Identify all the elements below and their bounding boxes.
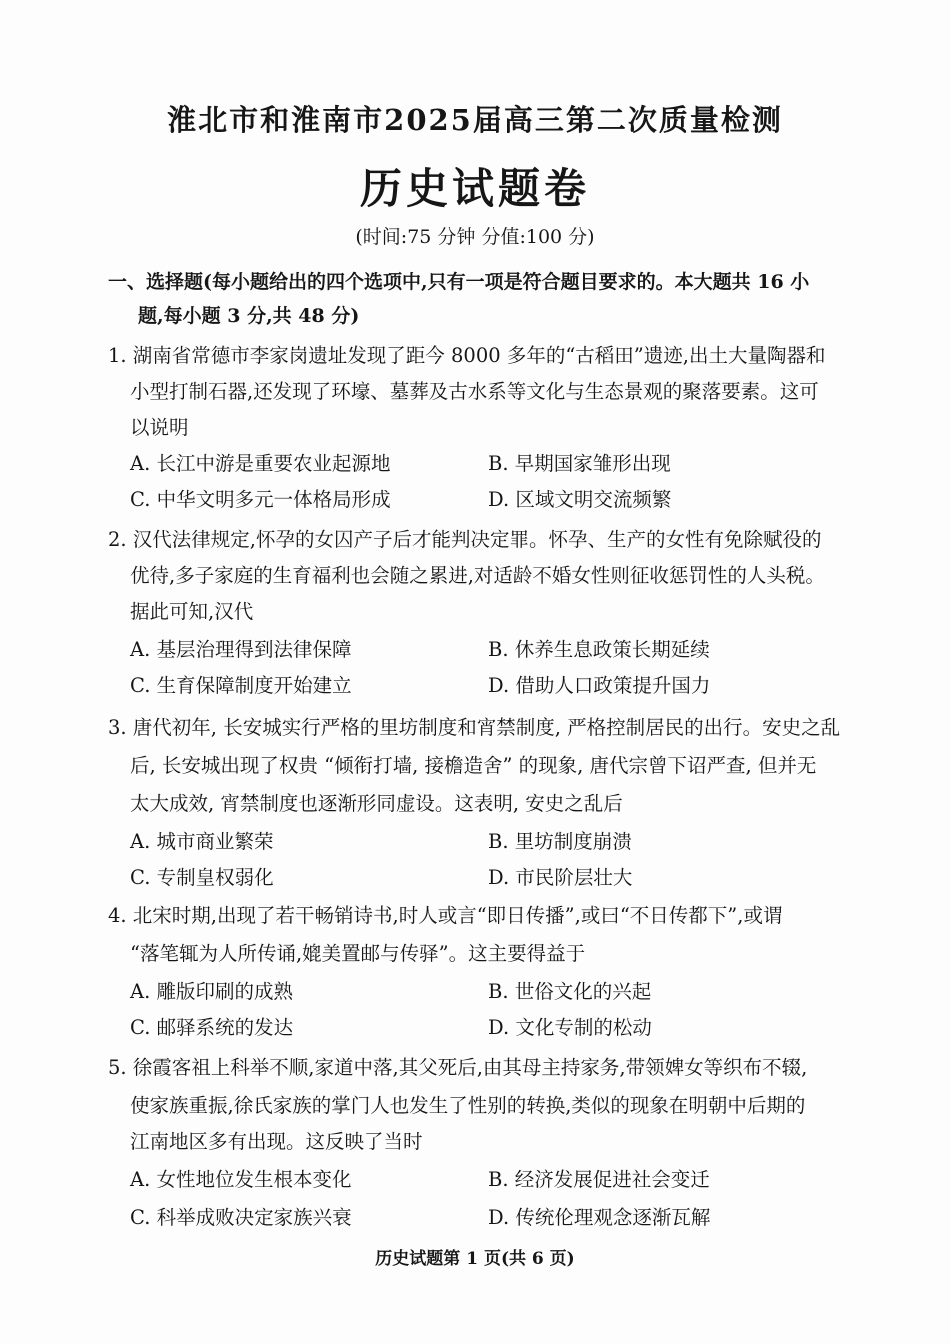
page-title: 历史试题卷 [359,164,590,213]
question-1-stem-line3: 以说明 [130,416,189,439]
question-2-option-d: D. 借助人口政策提升国力 [488,674,711,697]
question-2-stem-line3: 据此可知,汉代 [130,600,254,623]
question-4-stem-line2: “落笔辄为人所传诵,媲美置邮与传驿”。这主要得益于 [130,942,586,965]
question-1-stem-line1: 1. 湖南省常德市李家岗遗址发现了距今 8000 多年的“古稻田”遗迹,出土大量陶器和 [108,344,826,367]
question-3-stem-line2: 后, 长安城出现了权贵 “倾衔打墙, 接檐造舍” 的现象, 唐代宗曾下诏严查, 但并无 [130,754,817,777]
question-3-option-b: B. 里坊制度崩溃 [488,830,632,853]
question-5-option-d: D. 传统伦理观念逐渐瓦解 [488,1206,711,1229]
question-1-option-b: B. 早期国家雏形出现 [488,452,671,475]
question-4-option-a: A. 雕版印刷的成熟 [130,980,293,1003]
question-2-option-c: C. 生育保障制度开始建立 [130,674,352,697]
question-5-stem-line3: 江南地区多有出现。这反映了当时 [130,1130,423,1153]
question-4-stem-line1: 4. 北宋时期,出现了若干畅销诗书,时人或言“即日传播”,或曰“不日传都下”,或谓 [108,904,783,927]
section-instructions-line1: 一、选择题(每小题给出的四个选项中,只有一项是符合题目要求的。本大题共 16 小 [108,271,810,293]
question-5-option-b: B. 经济发展促进社会变迁 [488,1168,710,1191]
section-instructions-line2: 题,每小题 3 分,共 48 分) [138,305,360,327]
question-4-option-c: C. 邮驿系统的发达 [130,1016,294,1039]
question-1-option-a: A. 长江中游是重要农业起源地 [130,452,391,475]
question-2-stem-line1: 2. 汉代法律规定,怀孕的女囚产子后才能判决定罪。怀孕、生产的女性有免除赋役的 [108,528,822,551]
question-2-option-b: B. 休养生息政策长期延续 [488,638,710,661]
exam-time-score-info: (时间:75 分钟 分值:100 分) [355,226,595,248]
question-2-option-a: A. 基层治理得到法律保障 [130,638,352,661]
question-3-option-a: A. 城市商业繁荣 [130,830,274,853]
question-5-stem-line1: 5. 徐霞客祖上科举不顺,家道中落,其父死后,由其母主持家务,带领婢女等织布不辍, [108,1056,808,1079]
question-5-stem-line2: 使家族重振,徐氏家族的掌门人也发生了性别的转换,类似的现象在明朝中后期的 [130,1094,806,1117]
question-3-stem-line3: 太大成效, 宵禁制度也逐渐形同虚设。这表明, 安史之乱后 [130,792,623,815]
exam-subtitle: 淮北市和淮南市2025届高三第二次质量检测 [167,103,783,137]
question-4-option-b: B. 世俗文化的兴起 [488,980,652,1003]
question-2-stem-line2: 优待,多子家庭的生育福利也会随之累进,对适龄不婚女性则征收惩罚性的人头税。 [130,564,825,587]
question-4-option-d: D. 文化专制的松动 [488,1016,652,1039]
question-1-option-c: C. 中华文明多元一体格局形成 [130,488,391,511]
question-3-option-d: D. 市民阶层壮大 [488,866,633,889]
question-1-option-d: D. 区域文明交流频繁 [488,488,672,511]
question-5-option-c: C. 科举成败决定家族兴衰 [130,1206,352,1229]
question-5-option-a: A. 女性地位发生根本变化 [130,1168,352,1191]
page-footer: 历史试题第 1 页(共 6 页) [375,1249,575,1269]
question-3-option-c: C. 专制皇权弱化 [130,866,274,889]
question-1-stem-line2: 小型打制石器,还发现了环壕、墓葬及古水系等文化与生态景观的聚落要素。这可 [130,380,819,403]
question-3-stem-line1: 3. 唐代初年, 长安城实行严格的里坊制度和宵禁制度, 严格控制居民的出行。安史之乱 [108,716,841,739]
